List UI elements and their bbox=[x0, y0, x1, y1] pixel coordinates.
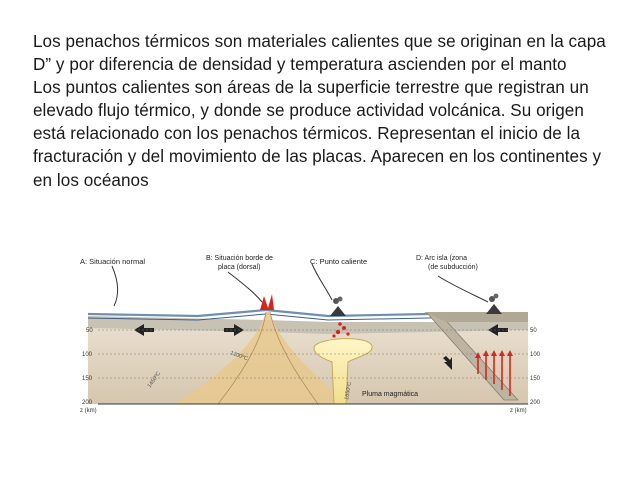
temp-1650: 1650ºC bbox=[344, 381, 354, 401]
paragraph-puntos-calientes: Los puntos calientes son áreas de la superficie terrestre que registran un elevado flujo térmico, y donde se produce actividad volcánica. Su origen está relacionado con los penachos térmicos. Representan el inicio de la fracturación y del movimiento de las placas. Aparecen en los continentes y en los océanos bbox=[33, 78, 602, 190]
depth-left-100: 100 bbox=[82, 352, 93, 358]
depth-right-150: 150 bbox=[530, 376, 541, 382]
label-b-line1: B: Situación borde de bbox=[206, 255, 273, 262]
temp-1450: 1450ºC bbox=[146, 370, 163, 390]
depth-right-200: 200 bbox=[530, 400, 541, 406]
paragraph-penachos: Los penachos térmicos son materiales calientes que se originan en la capa D” y por diferencia de densidad y temperatura ascienden por el manto bbox=[33, 32, 606, 75]
unit-left: z (km) bbox=[80, 408, 97, 414]
depth-right-50: 50 bbox=[530, 328, 537, 334]
depth-left-150: 150 bbox=[82, 376, 93, 382]
label-b-line2: placa (dorsal) bbox=[218, 264, 261, 271]
temp-1200: 1200ºC bbox=[229, 350, 249, 363]
depth-left-50: 50 bbox=[86, 328, 93, 334]
unit-right: z (km) bbox=[510, 408, 527, 414]
depth-right-100: 100 bbox=[530, 352, 541, 358]
label-d-line1: D: Arc isla (zona bbox=[416, 255, 467, 262]
diagram-svg bbox=[78, 250, 548, 420]
ridge-magma bbox=[260, 294, 274, 310]
label-c: C: Punto caliente bbox=[310, 257, 368, 266]
volcano-arc bbox=[486, 304, 502, 314]
volcano-hotspot bbox=[330, 306, 346, 316]
body-text bbox=[33, 30, 613, 192]
label-d-line2: (de subducción) bbox=[428, 264, 478, 271]
plate-tectonics-diagram bbox=[78, 250, 548, 420]
depth-left-200: 200 bbox=[82, 400, 93, 406]
pluma-label: Pluma magmática bbox=[362, 391, 419, 398]
label-a: A: Situación normal bbox=[80, 257, 146, 266]
